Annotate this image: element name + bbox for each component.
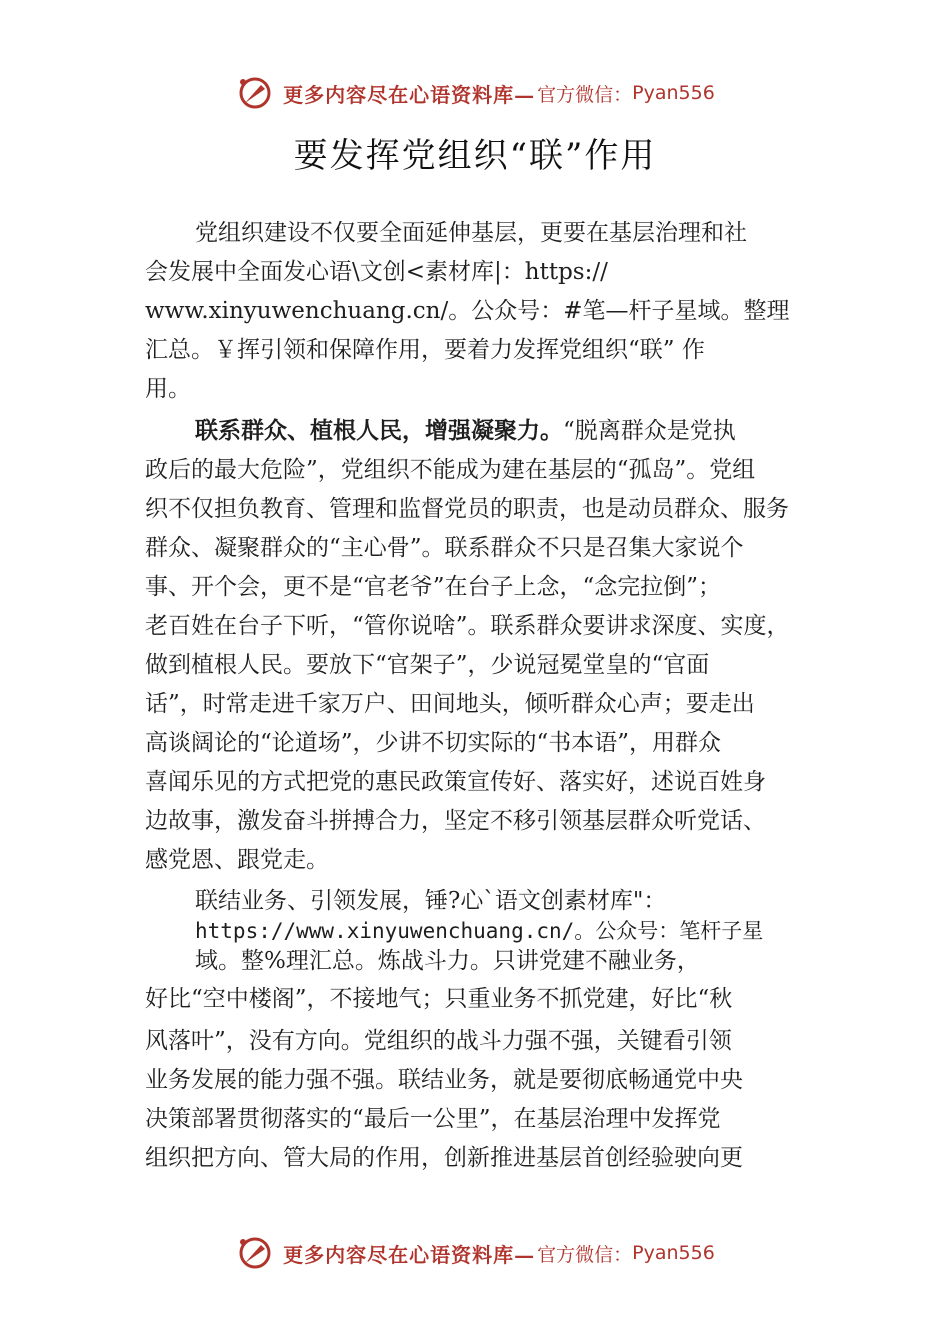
- text-line: 事、开个会，更不是“官老爷”在台子上念，“念完拉倒”；: [145, 574, 722, 600]
- text-line: 决策部署贯彻落实的“最后一公里”，在基层治理中发挥党: [145, 1106, 721, 1132]
- paragraph-heading: 联系群众、植根人民，增强凝聚力。: [195, 418, 563, 444]
- text-line: 边故事，激发奋斗拼搏合力，坚定不移引领基层群众听党话、: [145, 808, 766, 834]
- banner-wechat-label: 官方微信：: [537, 83, 633, 106]
- text-line: 话”，时常走进千家万户、田间地头，倾听群众心声；要走出: [145, 691, 755, 717]
- text-line: 政后的最大危险”，党组织不能成为建在基层的“孤岛”。党组: [145, 457, 756, 483]
- text-line: 用。: [145, 376, 191, 402]
- text-line: 风落叶”，没有方向。党组织的战斗力强不强，关键看引领: [145, 1028, 732, 1054]
- watermark-banner-top: [0, 70, 950, 116]
- logo-icon: [235, 73, 275, 113]
- text-line: 感党恩、跟党走。: [145, 847, 329, 873]
- banner-wechat-label: 官方微信：: [537, 1243, 633, 1266]
- logo-icon: [235, 1233, 275, 1273]
- text-line: [145, 412, 835, 451]
- text-line: 域。整%理汇总。炼战斗力。只讲党建不融业务，: [195, 948, 700, 974]
- text-line: 老百姓在台子下听，“管你说啥”。联系群众要讲求深度、实度，: [145, 613, 790, 639]
- text-line: 联结业务、引领发展，锤?心`语文创素材库"：: [195, 888, 667, 914]
- text-line: https://www.xinyuwenchuang.cn/。公众号：笔杆子星: [195, 919, 764, 943]
- text-line: 高谈阔论的“论道场”，少讲不切实际的“书本语”，用群众: [145, 730, 722, 756]
- text-line: 好比“空中楼阁”，不接地气；只重业务不抓党建，好比“秋: [145, 986, 733, 1012]
- banner-text: 更多内容尽在心语资料库—: [283, 82, 536, 107]
- text-line: 群众、凝聚群众的“主心骨”。联系群众不只是召集大家说个: [145, 535, 744, 561]
- paragraph-1: [145, 214, 835, 409]
- text-fragment: “脱离群众是党执: [563, 418, 736, 444]
- text-line: www.xinyuwenchuang.cn/。公众号：#笔—杆子星域。整理: [145, 298, 790, 324]
- banner-wechat-id: Pyan556: [632, 1242, 715, 1264]
- text-line: 组织把方向、管大局的作用，创新推进基层首创经验驶向更: [145, 1145, 743, 1171]
- banner-text: 更多内容尽在心语资料库—: [283, 1242, 536, 1267]
- text-line: 党组织建设不仅要全面延伸基层，更要在基层治理和社: [195, 220, 747, 246]
- text-line: 汇总。￥挥引领和保障作用，要着力发挥党组织“联” 作: [145, 337, 705, 363]
- document-title: 要发挥党组织“联”作用: [293, 136, 657, 176]
- text-line: 织不仅担负教育、管理和监督党员的职责，也是动员群众、服务: [145, 496, 789, 522]
- text-line: 喜闻乐见的方式把党的惠民政策宣传好、落实好，述说百姓身: [145, 769, 766, 795]
- banner-wechat-id: Pyan556: [632, 82, 715, 104]
- paragraph-3: [145, 886, 835, 1178]
- watermark-banner-bottom: [0, 1230, 950, 1276]
- text-line: 会发展中全面发心语\文创<素材库|：https://: [145, 259, 608, 285]
- text-line: 做到植根人民。要放下“官架子”，少说冠冕堂皇的“官面: [145, 652, 710, 678]
- paragraph-2: [145, 412, 835, 880]
- text-line: 业务发展的能力强不强。联结业务，就是要彻底畅通党中央: [145, 1067, 743, 1093]
